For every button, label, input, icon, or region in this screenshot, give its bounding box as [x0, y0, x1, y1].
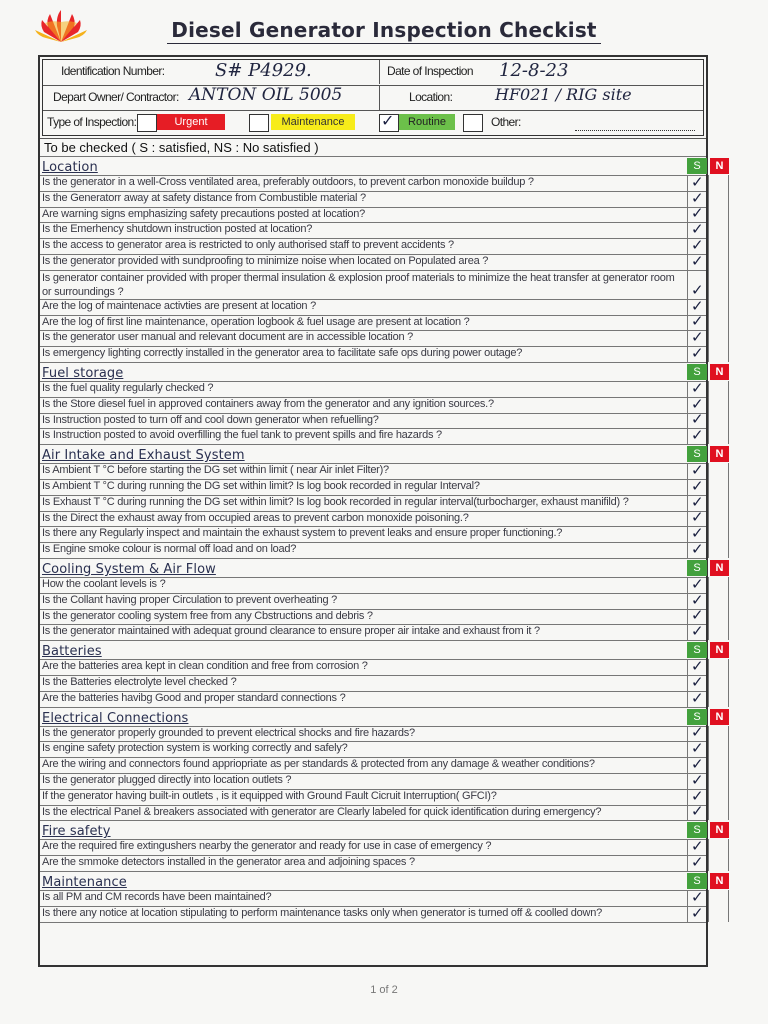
not-satisfied-cell[interactable] [709, 741, 729, 757]
checklist-item [40, 378, 706, 398]
check-mark: ✓ [691, 656, 704, 675]
not-satisfied-column-badge: N [710, 709, 729, 725]
not-satisfied-cell[interactable] [709, 906, 729, 922]
satisfied-cell[interactable] [687, 428, 709, 444]
date-value[interactable]: 12-8-23 [499, 60, 569, 81]
checklist-item [40, 204, 706, 224]
other-field[interactable] [575, 130, 695, 131]
checklist-question: Is the generator user manual and relevant document are in accessible location ? [42, 331, 413, 344]
not-satisfied-column-badge: N [710, 642, 729, 658]
not-satisfied-column-badge: N [710, 446, 729, 462]
section-header [40, 444, 724, 464]
check-mark: ✓ [691, 460, 704, 479]
satisfied-cell[interactable] [687, 251, 709, 270]
header-row-owner [43, 85, 703, 110]
checklist-item [40, 574, 706, 594]
checklist-question: Is the generator provided with sundproofing to minimize noise when located on Populated area ? [42, 255, 489, 267]
checklist-grid [40, 138, 724, 967]
checklist-question: Is the Collant having proper Circulation to prevent overheating ? [42, 593, 337, 606]
not-satisfied-cell[interactable] [709, 593, 729, 609]
checklist-item [40, 839, 706, 856]
check-mark: ✓ [691, 378, 704, 397]
not-satisfied-cell[interactable] [709, 839, 729, 855]
check-mark: ✓ [691, 786, 704, 805]
checklist-question: Is the generator cooling system free from any Cbstructions and debris ? [42, 609, 373, 622]
inspection-header [42, 59, 704, 136]
not-satisfied-cell[interactable] [709, 789, 729, 805]
check-mark: ✓ [691, 328, 704, 347]
not-satisfied-cell[interactable] [709, 609, 729, 625]
checklist-item [40, 172, 706, 192]
other-checkbox[interactable] [463, 114, 483, 132]
checklist-question: Is engine safety protection system is working correctly and safely? [42, 742, 348, 755]
checklist-item [40, 188, 706, 208]
check-mark: ✓ [691, 802, 704, 821]
not-satisfied-cell[interactable] [709, 757, 729, 773]
checklist-question: Are warning signs emphasizing safety precautions posted at location? [42, 207, 365, 220]
satisfied-column-badge: S [687, 158, 707, 174]
check-mark: ✓ [691, 343, 704, 362]
section-header [40, 640, 724, 660]
not-satisfied-cell[interactable] [709, 542, 729, 558]
satisfied-cell[interactable] [687, 852, 709, 871]
checklist-item [40, 296, 706, 316]
check-mark: ✓ [691, 688, 704, 707]
check-mark: ✓ [691, 903, 704, 922]
not-satisfied-cell[interactable] [709, 299, 729, 315]
check-mark: ✓ [691, 723, 704, 742]
checklist-item [40, 723, 706, 743]
check-mark: ✓ [691, 410, 704, 429]
checklist-question: Is there any notice at location stipulating to perform maintenance tasks only when generator is turned off & coolled down? [42, 906, 602, 919]
section-title: Batteries [42, 644, 102, 660]
checklist-item [40, 539, 706, 559]
check-mark: ✓ [691, 204, 704, 223]
checklist-item [40, 222, 706, 239]
not-satisfied-cell[interactable] [709, 428, 729, 444]
section-header [40, 156, 724, 176]
checklist-question: Is the Store diesel fuel in approved containers away from the generator and any ignition sources.? [42, 397, 494, 410]
not-satisfied-cell[interactable] [709, 495, 729, 511]
not-satisfied-cell[interactable] [709, 315, 729, 331]
checklist-question: Is Instruction posted to avoid overfilling the fuel tank to prevent spills and fire hazards ? [42, 429, 442, 442]
routine-check-mark: ✓ [381, 111, 395, 130]
page-number: 1 of 2 [370, 984, 398, 996]
checklist-question: How the coolant levels is ? [42, 578, 166, 590]
checklist-item [40, 251, 706, 271]
checklist-item [40, 343, 706, 363]
section-title: Maintenance [42, 875, 127, 890]
section-header [40, 362, 724, 382]
check-mark: ✓ [691, 770, 704, 789]
checklist-question: Is the generator properly grounded to prevent electrical shocks and fire hazards? [42, 726, 415, 739]
not-satisfied-cell[interactable] [709, 526, 729, 542]
check-mark: ✓ [691, 739, 704, 758]
section-title: Air Intake and Exhaust System [42, 448, 245, 464]
check-mark: ✓ [691, 312, 704, 331]
checklist-item [40, 770, 706, 790]
checklist-item [40, 754, 706, 774]
satisfied-column-badge: S [687, 446, 707, 462]
satisfied-column-badge: S [687, 873, 707, 889]
checklist-question: Is there any Regularly inspect and maintain the exhaust system to prevent leaks and ensure proper functioning.? [42, 527, 563, 540]
not-satisfied-cell[interactable] [709, 413, 729, 429]
section-header [40, 820, 724, 840]
type-label: Type of Inspection: [47, 115, 137, 129]
checklist-question: Are the required fire extingushers nearby the generator and ready for use in case of emergency ? [42, 840, 492, 853]
location-label: Location: [409, 90, 453, 104]
not-satisfied-cell[interactable] [709, 479, 729, 495]
not-satisfied-cell[interactable] [709, 890, 729, 906]
checklist-question: Is Engine smoke colour is normal off load and on load? [42, 543, 297, 556]
not-satisfied-cell[interactable] [709, 381, 729, 397]
satisfied-cell[interactable] [687, 624, 709, 640]
check-mark: ✓ [691, 622, 704, 641]
owner-value[interactable]: ANTON OIL 5005 [189, 85, 343, 105]
id-number-value[interactable]: S# P4929. [215, 60, 312, 81]
check-mark: ✓ [691, 524, 704, 543]
satisfied-column-badge: S [687, 364, 707, 380]
checklist-item [40, 508, 706, 528]
satisfied-column-badge: S [687, 560, 707, 576]
checklist-item [40, 428, 706, 445]
not-satisfied-column-badge: N [710, 158, 729, 174]
check-mark: ✓ [691, 280, 704, 299]
checklist-item [40, 903, 706, 923]
not-satisfied-cell[interactable] [709, 511, 729, 527]
check-mark: ✓ [691, 508, 704, 527]
checklist-item [40, 656, 706, 676]
check-mark: ✓ [691, 296, 704, 315]
section-title: Electrical Connections [42, 710, 189, 726]
checklist-question: Is the fuel quality regularly checked ? [42, 382, 214, 394]
check-mark: ✓ [691, 172, 704, 191]
checklist-question: Is the generator maintained with adequat ground clearance to ensure proper air intake and exhaust from it ? [42, 625, 540, 638]
maintenance-checkbox[interactable] [249, 114, 269, 132]
check-mark: ✓ [691, 251, 704, 270]
section-title: Cooling System & Air Flow [42, 562, 216, 577]
not-satisfied-cell[interactable] [709, 624, 729, 640]
checklist-item [40, 802, 706, 822]
checklist-question: Is the electrical Panel & breakers associated with generator are Clearly labeled for quick identification during emergency? [42, 805, 602, 818]
not-satisfied-cell[interactable] [709, 577, 729, 593]
checklist-item [40, 672, 706, 692]
not-satisfied-cell[interactable] [709, 397, 729, 413]
checklist-item [40, 270, 706, 300]
checklist-question: Is the Generatorr away at safety distance from Combustible material ? [42, 191, 366, 204]
checklist-question: Is the generator plugged directly into location outlets ? [42, 774, 292, 786]
check-mark: ✓ [691, 235, 704, 254]
checklist-item [40, 624, 706, 641]
check-mark: ✓ [691, 590, 704, 609]
checklist-question: Is the Direct the exhaust away from occupied areas to prevent carbon monoxide poisoning.? [42, 511, 469, 524]
satisfied-column-badge: S [687, 709, 707, 725]
section-title: Location [42, 160, 98, 175]
date-label: Date of Inspection [387, 64, 473, 78]
checklist-question: Is Instruction posted to turn off and cool down generator when refuelling? [42, 413, 379, 426]
not-satisfied-cell[interactable] [709, 270, 729, 299]
check-mark: ✓ [691, 220, 704, 239]
satisfied-cell[interactable] [687, 688, 709, 707]
maintenance-option: Maintenance [271, 114, 355, 130]
check-mark: ✓ [691, 837, 704, 856]
checklist-item [40, 590, 706, 610]
checklist-item [40, 394, 706, 414]
check-mark: ✓ [691, 574, 704, 593]
not-satisfied-cell[interactable] [709, 805, 729, 821]
not-satisfied-column-badge: N [710, 822, 729, 838]
not-satisfied-cell[interactable] [709, 855, 729, 871]
to-be-checked-row [40, 139, 706, 157]
not-satisfied-cell[interactable] [709, 222, 729, 238]
check-mark: ✓ [691, 476, 704, 495]
satisfied-column-badge: S [687, 822, 707, 838]
checklist-question: Is all PM and CM records have been maintained? [42, 891, 272, 903]
checklist-item [40, 526, 706, 543]
checklist-item [40, 741, 706, 758]
checklist-item [40, 606, 706, 626]
check-mark: ✓ [691, 606, 704, 625]
header-row-id [43, 60, 703, 84]
checklist-item [40, 786, 706, 806]
check-mark: ✓ [691, 492, 704, 511]
checklist-item [40, 492, 706, 512]
section-header [40, 871, 724, 891]
checklist-item [40, 688, 706, 708]
to-be-checked-heading: To be checked ( S : satisfied, NS : No satisfied ) [44, 140, 319, 155]
checklist-question: Are the smmoke detectors installed in the generator area and adjoining spaces ? [42, 856, 415, 869]
id-number-label: Identification Number: [61, 64, 165, 78]
satisfied-cell[interactable] [687, 539, 709, 558]
not-satisfied-cell[interactable] [709, 175, 729, 191]
satisfied-cell[interactable] [687, 802, 709, 821]
not-satisfied-cell[interactable] [709, 726, 729, 742]
check-mark: ✓ [691, 188, 704, 207]
not-satisfied-cell[interactable] [709, 659, 729, 675]
not-satisfied-column-badge: N [710, 364, 729, 380]
checklist-question: Are the batteries area kept in clean condition and free from corrosion ? [42, 660, 368, 673]
location-value[interactable]: HF021 / RIG site [495, 85, 632, 104]
checklist-question: Are the log of first line maintenance, operation logbook & fuel usage are present at location ? [42, 315, 470, 328]
checklist-question: Is the Emerhency shutdown instruction posted at location? [42, 223, 313, 236]
checklist-question: Is the Batteries electrolyte level checked ? [42, 676, 237, 688]
check-mark: ✓ [691, 426, 704, 445]
satisfied-cell[interactable] [687, 343, 709, 362]
not-satisfied-column-badge: N [710, 560, 729, 576]
checklist-question: Is the generator in a well-Cross ventilated area, preferably outdoors, to prevent carbon monoxide buildup ? [42, 176, 534, 188]
checklist-question: Are the wiring and connectors found appriopriate as per standards & protected from any damage & weather conditions? [42, 758, 595, 771]
check-mark: ✓ [691, 672, 704, 691]
check-mark: ✓ [691, 394, 704, 413]
owner-label: Depart Owner/ Contractor: [53, 90, 179, 104]
checklist-question: Is Ambient T °C during running the DG set within limit? Is log book recorded in regular Interval? [42, 480, 480, 492]
section-header [40, 558, 724, 578]
checklist-question: Is the access to generator area is restricted to only authorised staff to prevent accidents ? [42, 239, 454, 252]
checklist-item [40, 410, 706, 430]
checklist-item [40, 460, 706, 480]
checklist-question: Are the batteries havibg Good and proper standard connections ? [42, 691, 346, 704]
section-title: Fuel storage [42, 366, 124, 381]
checklist-item [40, 852, 706, 872]
checklist-question: If the generator having built-in outlets , is it equipped with Ground Fault Cicruit Interruption( GFCI)? [42, 789, 497, 802]
urgent-checkbox[interactable] [137, 114, 157, 132]
checklist-item [40, 312, 706, 332]
satisfied-cell[interactable] [687, 270, 709, 299]
checklist-question: Is Ambient T °C before starting the DG set within limit ( near Air inlet Filter)? [42, 464, 389, 477]
satisfied-column-badge: S [687, 642, 707, 658]
satisfied-cell[interactable] [687, 903, 709, 922]
not-satisfied-cell[interactable] [709, 463, 729, 479]
check-mark: ✓ [691, 754, 704, 773]
not-satisfied-cell[interactable] [709, 773, 729, 789]
checklist-item [40, 330, 706, 347]
not-satisfied-cell[interactable] [709, 191, 729, 207]
checklist-question: Is generator container provided with proper thermal insulation & explosion proof materials to minimize the heat transfer at generator room or surroundings ? [42, 271, 675, 298]
not-satisfied-column-badge: N [710, 873, 729, 889]
not-satisfied-cell[interactable] [709, 207, 729, 223]
check-mark: ✓ [691, 539, 704, 558]
routine-option: Routine [399, 114, 455, 130]
not-satisfied-cell[interactable] [709, 346, 729, 362]
checklist-item [40, 476, 706, 496]
other-label: Other: [491, 115, 521, 129]
not-satisfied-cell[interactable] [709, 691, 729, 707]
check-mark: ✓ [691, 852, 704, 871]
checklist-item [40, 235, 706, 255]
checklist-question: Is emergency lighting correctly installed in the generator area to facilitate safe ops during power outage? [42, 347, 523, 360]
header-row-type [43, 110, 703, 135]
checklist-item [40, 887, 706, 907]
checklist-question: Are the log of maintenace activties are present at location ? [42, 299, 316, 312]
urgent-option: Urgent [157, 114, 225, 130]
check-mark: ✓ [691, 887, 704, 906]
not-satisfied-cell[interactable] [709, 254, 729, 270]
section-title: Fire safety [42, 824, 111, 840]
not-satisfied-cell[interactable] [709, 238, 729, 254]
not-satisfied-cell[interactable] [709, 330, 729, 346]
document-title: Diesel Generator Inspection Checkist [0, 18, 768, 42]
section-header [40, 707, 724, 727]
not-satisfied-cell[interactable] [709, 675, 729, 691]
checklist-question: Is Exhaust T °C during running the DG set within limit? Is log book recorded in regular interval(turbocharger, exhaust manifild) ? [42, 495, 629, 508]
